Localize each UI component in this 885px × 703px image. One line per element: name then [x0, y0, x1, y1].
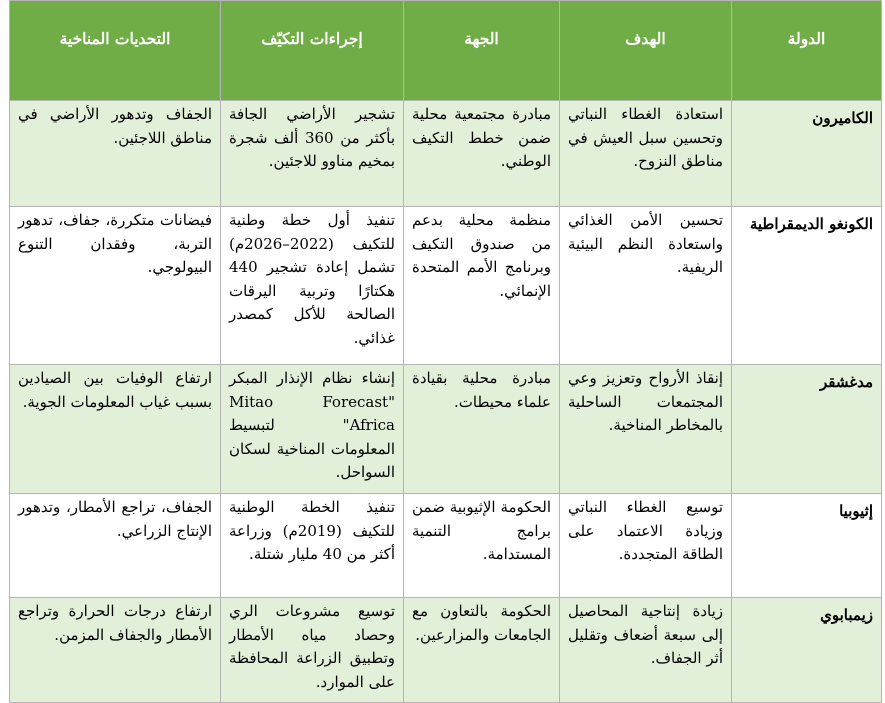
table-row [10, 101, 882, 207]
cell-goal: زيادة إنتاجية المحاصيل إلى سبعة أضعاف وتقليل أثر الجفاف. [560, 598, 732, 703]
header-actions: إجراءات التكيّف [221, 1, 404, 101]
cell-challenges: فيضانات متكررة، جفاف، تدهور التربة، وفقدان التنوع البيولوجي. [10, 207, 221, 365]
table-row [10, 494, 882, 598]
cell-actions: تشجير الأراضي الجافة بأكثر من 360 ألف شجرة بمخيم مناوو للاجئين. [221, 101, 404, 207]
cell-actions: توسيع مشروعات الري وحصاد مياه الأمطار وتطبيق الزراعة المحافظة على الموارد. [221, 598, 404, 703]
cell-goal: استعادة الغطاء النباتي وتحسين سبل العيش في مناطق النزوح. [560, 101, 732, 207]
cell-actions: تنفيذ أول خطة وطنية للتكيف (2022–2026م) تشمل إعادة تشجير 440 هكتارًا وتربية اليرقات الصالحة للأكل كمصدر غذائي. [221, 207, 404, 365]
cell-entity: مبادرة محلية بقيادة علماء محيطات. [404, 365, 560, 494]
table-row [10, 365, 882, 494]
cell-goal: تحسين الأمن الغذائي واستعادة النظم البيئية الريفية. [560, 207, 732, 365]
cell-goal: إنقاذ الأرواح وتعزيز وعي المجتمعات الساحلية بالمخاطر المناخية. [560, 365, 732, 494]
cell-country: إثيوبيا [732, 494, 882, 598]
header-challenges: التحديات المناخية [10, 1, 221, 101]
header-goal: الهدف [560, 1, 732, 101]
adaptation-table [9, 0, 882, 703]
cell-challenges: الجفاف، تراجع الأمطار، وتدهور الإنتاج الزراعي. [10, 494, 221, 598]
cell-challenges: ارتفاع الوفيات بين الصيادين بسبب غياب المعلومات الجوية. [10, 365, 221, 494]
cell-entity: الحكومة بالتعاون مع الجامعات والمزارعين. [404, 598, 560, 703]
cell-goal: توسيع الغطاء النباتي وزيادة الاعتماد على الطاقة المتجددة. [560, 494, 732, 598]
cell-country: مدغشقر [732, 365, 882, 494]
table-row [10, 598, 882, 703]
cell-country: زيمبابوي [732, 598, 882, 703]
cell-entity: مبادرة مجتمعية محلية ضمن خطط التكيف الوطني. [404, 101, 560, 207]
cell-challenges: الجفاف وتدهور الأراضي في مناطق اللاجئين. [10, 101, 221, 207]
cell-country: الكاميرون [732, 101, 882, 207]
header-entity: الجهة [404, 1, 560, 101]
cell-entity: منظمة محلية بدعم من صندوق التكيف وبرنامج الأمم المتحدة الإنمائي. [404, 207, 560, 365]
cell-entity: الحكومة الإثيوبية ضمن برامج التنمية المستدامة. [404, 494, 560, 598]
header-country: الدولة [732, 1, 882, 101]
cell-country: الكونغو الديمقراطية [732, 207, 882, 365]
table-row [10, 207, 882, 365]
cell-actions: تنفيذ الخطة الوطنية للتكيف (2019م) وزراعة أكثر من 40 مليار شتلة. [221, 494, 404, 598]
cell-challenges: ارتفاع درجات الحرارة وتراجع الأمطار والجفاف المزمن. [10, 598, 221, 703]
cell-actions: إنشاء نظام الإنذار المبكر "Mitao Forecast Africa" لتبسيط المعلومات المناخية لسكان السواحل. [221, 365, 404, 494]
header-row [10, 1, 882, 101]
